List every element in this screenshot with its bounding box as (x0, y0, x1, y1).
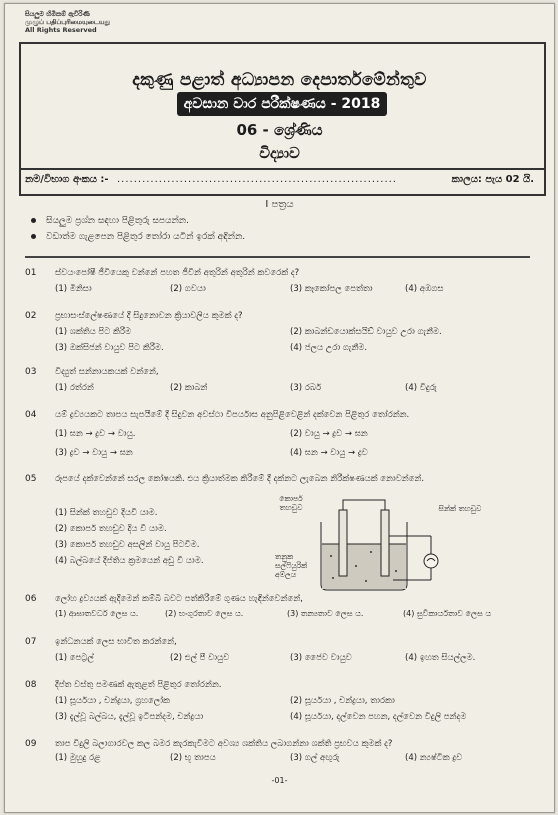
department-title: දකුණු පළාත් අධ්‍යාපන දෙපාර්තමේන්තුව (132, 70, 427, 90)
part-label: I පත්‍රය (265, 199, 294, 210)
option-2[interactable]: (2) එල් පී වායුව (170, 653, 230, 663)
question-number: 04 (25, 410, 37, 420)
question-number: 06 (25, 594, 37, 604)
option-4[interactable]: (4) ඝන → වායු → ද්‍රව (290, 448, 368, 458)
copper-plate-label: කොපර් තහඩුව (279, 494, 303, 512)
option-3[interactable]: (3) කොපර් තහඩුව අසලින් වායු පිටවීම. (55, 540, 200, 550)
question-stem: විද්‍යුත් සන්නායකයක් වන්නේ, (55, 367, 159, 377)
question-stem: තාප විදුලි බලාගාරවල කල බමර කැරකැවීමට අවශ්‍ය ශක්තිය ලබාගන්නා ශක්ති ප්‍රභවය කුමක් ද? (55, 739, 393, 749)
question-number: 09 (25, 739, 37, 749)
option-4[interactable]: (4) සුවිකාර්යතාව ලෙස ය (403, 609, 492, 618)
option-1[interactable]: (1) ආඝාතවර්ධ ලෙස ය. (55, 609, 139, 618)
candidate-row (25, 172, 540, 190)
option-2[interactable]: (2) ගවයා (170, 284, 206, 294)
rights-notice (25, 10, 145, 34)
question-number: 03 (25, 367, 37, 377)
question-stem: ලෝහ ද්‍රව්‍යයක් ඇදීමෙන් කම්බි බවට පත්කිරීමේ ගුණය හැඳින්වෙන්නේ, (55, 594, 303, 604)
rights-line-en: All Rights Reserved (25, 26, 97, 34)
option-4[interactable]: (4) සූර්යයා, දල්වෙන පහන, දල්වෙන විදුලි පන්දම (290, 712, 467, 722)
instruction-item: වඩාත්ම ගැළපෙන පිළිතුර තෝරා යටින් ඉරක් අඳින්න. (31, 232, 245, 242)
option-1[interactable]: (1) ඝන → ද්‍රව → වායු. (55, 429, 136, 439)
option-2[interactable]: (2) භංගුරතාව ලෙස ය. (165, 609, 244, 618)
option-1[interactable]: (1) පෙට්‍රල් (55, 653, 94, 663)
name-field[interactable]: ................................................................... (117, 174, 397, 185)
option-4[interactable]: (4) අඹගස (405, 284, 444, 294)
option-3[interactable]: (3) කෑකෝපල පෙත්තා (290, 284, 373, 294)
option-2[interactable]: (2) සූර්යයා , චන්ද්‍රයා, තාරකා (290, 696, 395, 706)
question-number: 01 (25, 268, 37, 278)
question-stem: ඉන්ධනයක් ලෙස භාවිත කරන්නේ, (55, 637, 177, 647)
question-stem: ප්‍රභාසංස්ලේෂණයේ දී සිදුනොවන ක්‍රියාවලිය කුමක් ද? (55, 311, 243, 321)
acid-liquid (322, 544, 406, 589)
copper-plate (339, 510, 347, 576)
option-3[interactable]: (3) දැල්වූ බල්බය, දැල්වූ ඉටිපන්දම, චන්ද්‍රයා (55, 712, 204, 722)
option-3[interactable]: (3) රබර් (290, 383, 322, 393)
time-label: කාලය: පැය 02 යි. (451, 174, 534, 185)
instruction-item: සියලුම ප්‍රශ්න සඳහා පිළිතුරු සපයන්න. (31, 216, 189, 226)
option-2[interactable]: (2) කාබන් (170, 383, 208, 393)
bullet-icon (31, 218, 36, 223)
rights-line-ta: முழுப் பதிப்புரிமையுடையது (25, 18, 111, 26)
option-1[interactable]: (1) රත්රන් (55, 383, 94, 393)
option-4[interactable]: (4) ජලය උරා ගැනීම. (290, 343, 368, 353)
exam-title-banner: අවසාන වාර පරීක්ෂණය - 2018 (177, 92, 387, 116)
question-number: 05 (25, 474, 37, 484)
option-3[interactable]: (3) ද්‍රව → වායු → ඝන (55, 448, 133, 458)
bullet-icon (31, 234, 36, 239)
option-2[interactable]: (2) භූ තාපය (170, 753, 216, 763)
option-2[interactable]: (2) කොපර් තහඩුව දිය වී යාම. (55, 524, 167, 534)
option-3[interactable]: (3) තන්‍යතාව ලෙස ය. (287, 609, 364, 618)
question-stem: දීප්ත වස්තු පමණක් ඇතුළත් පිළිතුර තෝරන්න. (55, 680, 222, 690)
option-1[interactable]: (1) ශක්තිය පිට කිරීම (55, 327, 132, 337)
question-stem: ස්වයංපෝෂී ජීවියෙකු වන්නේ පහත ජීවීන් අතුරින් අතුරින් කවරෙක් ද? (55, 268, 300, 278)
question-number: 07 (25, 637, 37, 647)
option-4[interactable]: (4) බල්බයේ දීප්තිය ක්‍රමයෙන් අඩු වී යාම. (55, 556, 204, 566)
question-stem: යම් ද්‍රව්‍යයකට තාපය සැපයීමේ දී සිදුවන අවස්ථා විපර්යාස අනුපිළිවෙළින් දක්වෙන පිළිතුර තෝරන්න. (55, 410, 410, 420)
option-3[interactable]: (3) ගල් අඟුරු (290, 753, 340, 763)
option-1[interactable]: (1) සින්ක් තහඩුව දියවී යාම. (55, 508, 158, 518)
zinc-plate-label: සින්ක් තහඩුව (438, 504, 482, 513)
grade-title: 06 - ශ්‍රේණිය (236, 121, 323, 139)
header-divider (19, 168, 546, 170)
question-stem: රූපයේ දක්වෙන්නේ සරල කෝෂයකි. එය ක්‍රියාත්මක කිරීමේ දී දක්නට ලැබෙන නිරීක්ෂණයක් නොවන්නේ. (55, 474, 425, 484)
option-1[interactable]: (1) සූර්යයා , චන්ද්‍රයා, ග්‍රහලෝක (55, 696, 170, 706)
option-3[interactable]: (3) ඔක්සිජන් වායුව පිට කිරීම. (55, 343, 164, 353)
name-label: නම/විභාග අංකය :- (25, 174, 109, 185)
option-4[interactable]: (4) ඉහත සියල්ලම. (405, 653, 476, 663)
page-number: -01- (271, 776, 288, 785)
option-3[interactable]: (3) ජෛව වායුව (290, 653, 352, 663)
section-divider (25, 256, 530, 258)
exam-page (4, 3, 555, 813)
acid-label: තනුක සල්ෆියුරික් අම්ලය (275, 552, 308, 579)
option-4[interactable]: (4) න්‍යෂ්ටික ද්‍රව (405, 753, 463, 763)
bulb (424, 554, 438, 568)
option-2[interactable]: (2) වායු → ද්‍රව → ඝන (290, 429, 368, 439)
rights-line-si: සියලුම හිමිකම් ඇවිරිණි (25, 10, 90, 18)
zinc-plate (381, 510, 389, 576)
option-2[interactable]: (2) කාබන්ඩයොක්සයිඩ් වායුව උරා ගැනීම. (290, 327, 442, 337)
question-number: 02 (25, 311, 37, 321)
option-1[interactable]: (1) මිනිසා (55, 284, 92, 294)
option-4[interactable]: (4) වීදුරු (405, 383, 437, 393)
subject-title: විද්‍යාව (259, 144, 300, 162)
question-number: 08 (25, 680, 37, 690)
option-1[interactable]: (1) මුහුදු රළ (55, 753, 101, 763)
